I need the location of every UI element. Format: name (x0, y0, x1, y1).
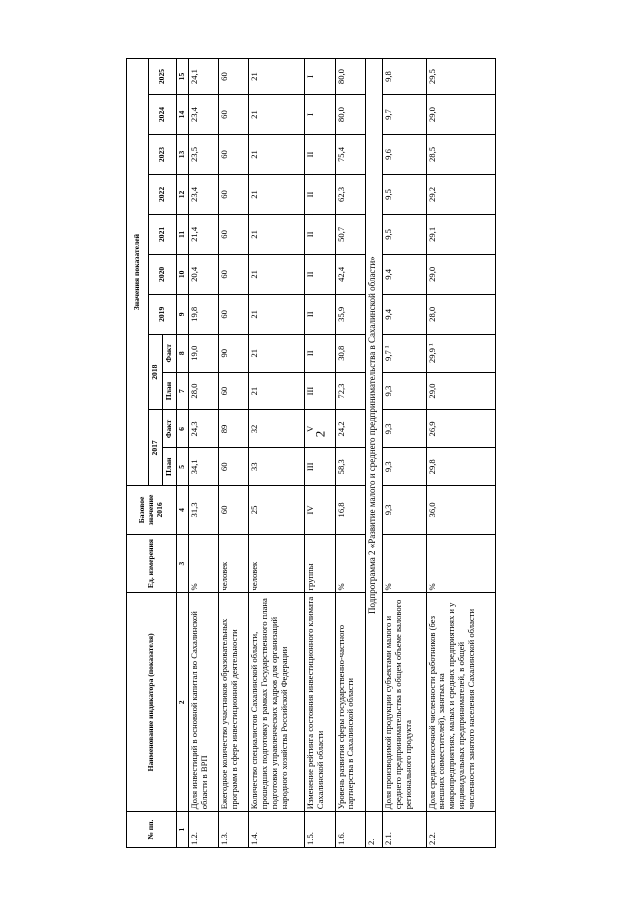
header-fact-2017: Факт (163, 410, 177, 448)
subprogram-title: Подпрограмма 2 «Развитие малого и среднего предпринимательства в Сахалинской области» (365, 59, 383, 812)
row-2021: 21 (249, 214, 305, 254)
header-2018: 2018 (149, 334, 163, 410)
row-2022: 23,4 (189, 174, 219, 214)
table-row (383, 59, 426, 848)
row-2024: 29,0 (426, 95, 495, 135)
row-2023: 23,5 (189, 135, 219, 175)
col-num: 12 (177, 174, 189, 214)
row-fact-2018: 90 (219, 334, 249, 372)
row-2023: 9,6 (383, 135, 426, 175)
row-plan-2017: 60 (219, 448, 249, 486)
header-2024: 2024 (149, 95, 177, 135)
row-2019: 35,9 (335, 294, 365, 334)
row-fact-2017: V (305, 410, 335, 448)
header-fact-2018: Факт (163, 334, 177, 372)
row-2019: 9,4 (383, 294, 426, 334)
header-2021: 2021 (149, 214, 177, 254)
header-2025: 2025 (149, 59, 177, 95)
row-2021: II (305, 214, 335, 254)
table-row (426, 59, 495, 848)
row-plan-2017: 9,3 (383, 448, 426, 486)
row-unit: человек (249, 534, 305, 593)
col-num: 3 (177, 534, 189, 593)
row-unit: человек (219, 534, 249, 593)
row-plan-2018: 21 (249, 372, 305, 410)
header-2019: 2019 (149, 294, 177, 334)
header-2017: 2017 (149, 410, 163, 486)
row-name: Количество специалистов Сахалинской области, прошедших подготовку в рамках Государственного плана подготовки управленческих кадров для организаций народного хозяйства Российской Федерации (249, 593, 305, 812)
row-2019: 28,0 (426, 294, 495, 334)
row-fact-2018: 21 (249, 334, 305, 372)
col-num: 4 (177, 486, 189, 534)
header-plan-2018: План (163, 372, 177, 410)
row-2020: 9,4 (383, 254, 426, 294)
row-plan-2018: 28,0 (189, 372, 219, 410)
column-numbers-row (177, 59, 189, 848)
row-plan-2017: 29,8 (426, 448, 495, 486)
col-num: 6 (177, 410, 189, 448)
row-unit: % (383, 534, 426, 593)
header-2023: 2023 (149, 135, 177, 175)
row-base: 60 (219, 486, 249, 534)
row-2025: 80,0 (335, 59, 365, 95)
row-plan-2017: 34,1 (189, 448, 219, 486)
row-plan-2018: 29,0 (426, 372, 495, 410)
row-2019: 19,8 (189, 294, 219, 334)
table-row (249, 59, 305, 848)
row-num: 1.5. (305, 812, 335, 848)
row-name: Доля инвестиций в основной капитал во Сахалинской области в ВРП (189, 593, 219, 812)
row-2025: 60 (219, 59, 249, 95)
header-values: Значения показателей (127, 59, 149, 486)
row-2022: 62,3 (335, 174, 365, 214)
row-fact-2018: 19,0 (189, 334, 219, 372)
row-fact-2017: 32 (249, 410, 305, 448)
indicators-table (126, 58, 496, 848)
row-2020: 60 (219, 254, 249, 294)
col-num: 10 (177, 254, 189, 294)
row-2025: 21 (249, 59, 305, 95)
row-num: 1.4. (249, 812, 305, 848)
row-plan-2017: III (305, 448, 335, 486)
row-2024: I (305, 95, 335, 135)
row-2022: 9,5 (383, 174, 426, 214)
header-2020: 2020 (149, 254, 177, 294)
row-2019: 60 (219, 294, 249, 334)
row-2020: 29,0 (426, 254, 495, 294)
row-2023: 28,5 (426, 135, 495, 175)
row-base: 31,3 (189, 486, 219, 534)
row-plan-2017: 33 (249, 448, 305, 486)
row-2021: 21,4 (189, 214, 219, 254)
col-num: 1 (177, 812, 189, 848)
row-name: Ежегодное количество участников образовательных программ в сфере инвестиционной деятельности (219, 593, 249, 812)
row-plan-2018: 60 (219, 372, 249, 410)
row-fact-2018: II (305, 334, 335, 372)
row-2023: 75,4 (335, 135, 365, 175)
row-2024: 80,0 (335, 95, 365, 135)
header-num: № пп. (127, 812, 177, 848)
row-fact-2017: 24,2 (335, 410, 365, 448)
col-num: 2 (177, 593, 189, 812)
table-row (189, 59, 219, 848)
col-num: 13 (177, 135, 189, 175)
row-fact-2017: 26,9 (426, 410, 495, 448)
col-num: 9 (177, 294, 189, 334)
row-num: 2.2. (426, 812, 495, 848)
row-2023: 21 (249, 135, 305, 175)
col-num: 14 (177, 95, 189, 135)
col-num: 15 (177, 59, 189, 95)
row-2023: II (305, 135, 335, 175)
row-2022: II (305, 174, 335, 214)
row-plan-2018: III (305, 372, 335, 410)
row-fact-2017: 89 (219, 410, 249, 448)
row-num: 1.3. (219, 812, 249, 848)
row-num: 2.1. (383, 812, 426, 848)
row-2024: 21 (249, 95, 305, 135)
row-name: Доля среднесписочной численности работников (без внешних совместителей), занятых на микропредприятиях, малых и средних предприятиях и у индивидуальных предпринимателей, в общей численности занятого населения Сахалинской области (426, 593, 495, 812)
table-row (305, 59, 335, 848)
row-plan-2017: 58,3 (335, 448, 365, 486)
row-2022: 60 (219, 174, 249, 214)
col-num: 8 (177, 334, 189, 372)
row-2024: 9,7 (383, 95, 426, 135)
header-plan-2017: План (163, 448, 177, 486)
row-fact-2017: 24,3 (189, 410, 219, 448)
row-2024: 60 (219, 95, 249, 135)
row-num: 1.6. (335, 812, 365, 848)
subprogram-num: 2. (365, 812, 383, 848)
row-name: Изменение рейтинга состояния инвестиционного климата Сахалинской области (305, 593, 335, 812)
row-base: IV (305, 486, 335, 534)
row-fact-2018: 30,8 (335, 334, 365, 372)
row-2019: II (305, 294, 335, 334)
col-num: 7 (177, 372, 189, 410)
row-num: 1.2. (189, 812, 219, 848)
col-num: 11 (177, 214, 189, 254)
header-name: Наименование индикатора (показателя) (127, 593, 177, 812)
subprogram-row (365, 59, 383, 848)
row-fact-2018: 29,9 ¹ (426, 334, 495, 372)
row-unit: % (189, 534, 219, 593)
row-2021: 9,5 (383, 214, 426, 254)
row-2023: 60 (219, 135, 249, 175)
header-unit: Ед. измерения (127, 534, 177, 593)
row-2025: 24,1 (189, 59, 219, 95)
row-2019: 21 (249, 294, 305, 334)
row-base: 16,8 (335, 486, 365, 534)
row-2024: 23,4 (189, 95, 219, 135)
row-base: 9,3 (383, 486, 426, 534)
table-row (335, 59, 365, 848)
row-2020: II (305, 254, 335, 294)
row-name: Уровень развития сферы государственно-частного партнерства в Сахалинской области (335, 593, 365, 812)
header-2022: 2022 (149, 174, 177, 214)
row-2020: 20,4 (189, 254, 219, 294)
row-2022: 29,2 (426, 174, 495, 214)
row-plan-2018: 9,3 (383, 372, 426, 410)
table-row (219, 59, 249, 848)
row-unit: группы (305, 534, 335, 593)
row-base: 36,0 (426, 486, 495, 534)
col-num: 5 (177, 448, 189, 486)
row-fact-2017: 9,3 (383, 410, 426, 448)
page-number: 2 (312, 430, 327, 438)
row-2022: 21 (249, 174, 305, 214)
row-2025: I (305, 59, 335, 95)
row-fact-2018: 9,7 ¹ (383, 334, 426, 372)
row-2021: 50,7 (335, 214, 365, 254)
header-base: Базовое значение 2016 (127, 486, 177, 534)
row-2025: 9,8 (383, 59, 426, 95)
row-2021: 29,1 (426, 214, 495, 254)
row-unit: % (426, 534, 495, 593)
row-2025: 29,5 (426, 59, 495, 95)
row-unit: % (335, 534, 365, 593)
row-name: Доля производимой продукции субъектами малого и среднего предпринимательства в общем объеме валового регионального продукта (383, 593, 426, 812)
row-2020: 21 (249, 254, 305, 294)
table-container (126, 58, 496, 848)
row-plan-2018: 72,3 (335, 372, 365, 410)
row-2020: 42,4 (335, 254, 365, 294)
row-base: 25 (249, 486, 305, 534)
row-2021: 60 (219, 214, 249, 254)
